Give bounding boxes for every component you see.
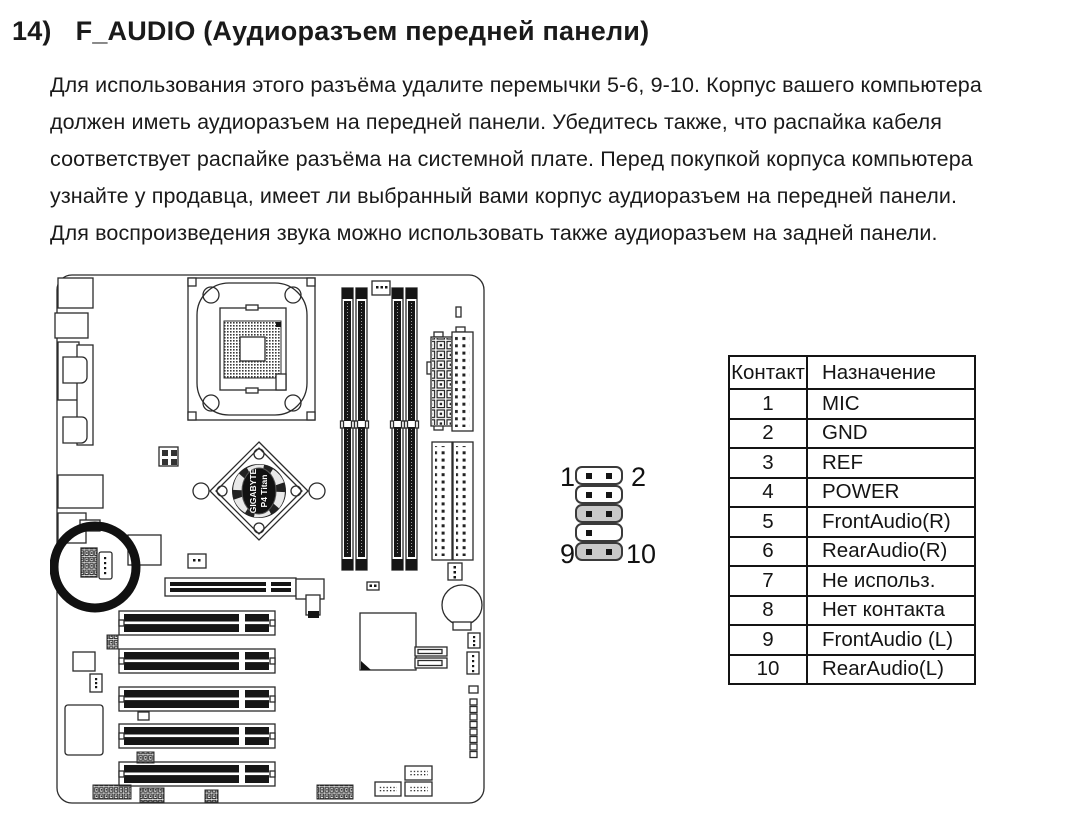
- paragraph-line: Для использования этого разъёма удалите перемычки 5-6, 9-10. Корпус вашего компьютера: [50, 73, 982, 97]
- floppy-connector: [452, 327, 473, 431]
- faudio-connector: [81, 548, 112, 579]
- pin-number: 7: [729, 566, 807, 596]
- pin-assignment: Нет контакта: [807, 596, 975, 626]
- paragraph-line: соответствует распайке разъёма на системной плате. Перед покупкой корпуса компьютера: [50, 147, 973, 171]
- table-header-row: [729, 356, 975, 389]
- cmos-battery: [442, 585, 482, 625]
- pin-assignment: Не использ.: [807, 566, 975, 596]
- pin-number: 10: [729, 655, 807, 685]
- motherboard-diagram: [50, 262, 495, 812]
- pin-assignment: RearAudio(L): [807, 655, 975, 685]
- fan-brand-label: GIGABYTE: [248, 468, 258, 514]
- pin-assignment-table: [728, 355, 976, 685]
- pin-assignment: MIC: [807, 389, 975, 419]
- pin-square: [606, 511, 612, 517]
- pin-number: 5: [729, 507, 807, 537]
- pin-label-1: 1: [560, 462, 576, 492]
- table-row: [729, 389, 975, 419]
- pin-square: [586, 511, 592, 517]
- section-number: 14): [12, 16, 52, 46]
- fan-model-label: P4 Titan: [259, 474, 269, 508]
- pin-number: 4: [729, 478, 807, 508]
- table-row: [729, 655, 975, 685]
- jumper-row-5-6: [575, 504, 623, 523]
- section-title: F_AUDIO (Аудиоразъем передней панели): [75, 16, 650, 46]
- table-row: [729, 625, 975, 655]
- pin-square: [586, 530, 592, 536]
- col-header-pin: Контакт: [729, 356, 807, 389]
- cpu-socket: [188, 278, 315, 420]
- pin-assignment: GND: [807, 419, 975, 449]
- pin-assignment: POWER: [807, 478, 975, 508]
- jumper-row-3-4: [575, 485, 623, 504]
- small-jumper: [456, 307, 461, 317]
- pin-assignment: REF: [807, 448, 975, 478]
- pin-label-10: 10: [626, 539, 657, 569]
- description-paragraph: [50, 67, 982, 252]
- table-row: [729, 537, 975, 567]
- faudio-pin-diagram: [556, 455, 676, 573]
- ide-connectors: [432, 442, 473, 580]
- pin-label-2: 2: [631, 462, 647, 492]
- pin-number: 6: [729, 537, 807, 567]
- paragraph-line: должен иметь аудиоразъем на передней панели. Убедитесь также, что распайка кабеля: [50, 110, 943, 134]
- table-row: [729, 448, 975, 478]
- pin-assignment: FrontAudio(R): [807, 507, 975, 537]
- col-header-assignment: Назначение: [807, 356, 975, 389]
- pin-number: 9: [729, 625, 807, 655]
- atx-power-connector: [427, 332, 452, 430]
- sata-connectors: [415, 647, 447, 668]
- pin-assignment: FrontAudio (L): [807, 625, 975, 655]
- pin-square: [586, 473, 592, 479]
- table-row: [729, 419, 975, 449]
- pin-square: [606, 473, 612, 479]
- south-bridge-chip: [360, 613, 416, 670]
- table-row: [729, 507, 975, 537]
- pin-square: [586, 549, 592, 555]
- pin-number: 3: [729, 448, 807, 478]
- table-row: [729, 566, 975, 596]
- pin-assignment: RearAudio(R): [807, 537, 975, 567]
- table-row: [729, 596, 975, 626]
- pin-number: 2: [729, 419, 807, 449]
- jumper-row-7-8: [575, 523, 623, 542]
- pin-number: 8: [729, 596, 807, 626]
- section-heading: [12, 16, 649, 47]
- pin-label-9: 9: [560, 539, 576, 569]
- pin-number: 1: [729, 389, 807, 419]
- atx12v-connector: [159, 447, 178, 466]
- pin-square: [606, 549, 612, 555]
- cpu-fan-header: [372, 281, 390, 295]
- pin-square: [606, 492, 612, 498]
- paragraph-line: Для воспроизведения звука можно использовать также аудиоразъем на задней панели.: [50, 221, 938, 245]
- jumper-row-9-10: [575, 542, 623, 561]
- paragraph-line: узнайте у продавца, имеет ли выбранный вами корпус аудиоразъем на передней панели.: [50, 184, 958, 208]
- table-row: [729, 478, 975, 508]
- jumper-row-1-2: [575, 466, 623, 485]
- pin-square: [586, 492, 592, 498]
